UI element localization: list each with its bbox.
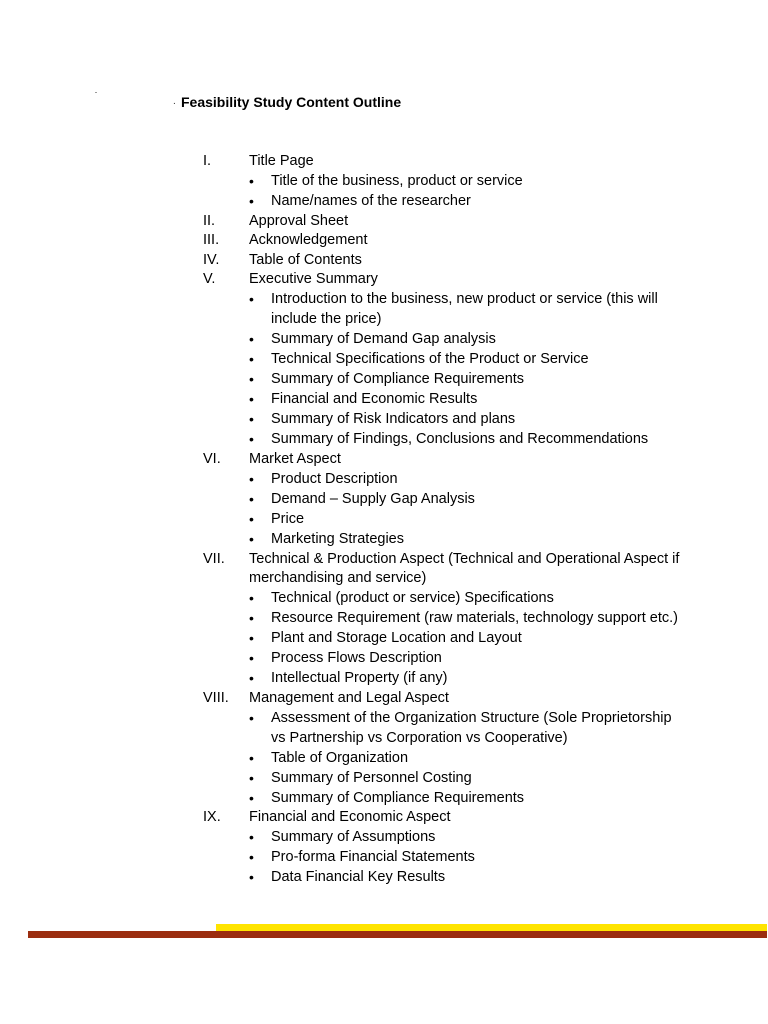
list-item: • Process Flows Description bbox=[249, 649, 689, 669]
section-body bbox=[249, 251, 689, 271]
list-item: • Summary of Compliance Requirements bbox=[249, 370, 689, 390]
list-item: • Introduction to the business, new product or service (this will include the price) bbox=[249, 290, 689, 329]
section-numeral: IX. bbox=[203, 809, 221, 826]
section-body bbox=[249, 689, 689, 808]
footer-yellow-bar bbox=[216, 924, 767, 931]
list-item: • Demand – Supply Gap Analysis bbox=[249, 490, 689, 510]
list-item: • Table of Organization bbox=[249, 749, 689, 769]
list-item: • Data Financial Key Results bbox=[249, 868, 689, 888]
list-item: • Intellectual Property (if any) bbox=[249, 669, 689, 689]
list-item: • Name/names of the researcher bbox=[249, 192, 689, 212]
list-item: • Technical (product or service) Specifications bbox=[249, 589, 689, 609]
content-outline bbox=[0, 152, 768, 888]
outline-section bbox=[0, 450, 768, 550]
title-prefix: . bbox=[173, 96, 176, 107]
outline-section bbox=[0, 251, 768, 271]
section-body bbox=[249, 808, 689, 888]
list-item: • Financial and Economic Results bbox=[249, 390, 689, 410]
outline-section bbox=[0, 808, 768, 888]
outline-section bbox=[0, 270, 768, 449]
section-numeral: V. bbox=[203, 271, 216, 288]
list-item: • Summary of Risk Indicators and plans bbox=[249, 410, 689, 430]
section-numeral: VI. bbox=[203, 450, 221, 467]
section-numeral: VIII. bbox=[203, 689, 229, 706]
section-numeral: IV. bbox=[203, 251, 220, 268]
list-item: • Summary of Compliance Requirements bbox=[249, 789, 689, 809]
outline-section bbox=[0, 550, 768, 689]
section-title: Executive Summary bbox=[249, 271, 378, 288]
section-body bbox=[249, 231, 689, 251]
list-item: • Assessment of the Organization Structure (Sole Proprietorship vs Partnership vs Corporation vs Cooperative) bbox=[249, 709, 689, 748]
section-title: Acknowledgement bbox=[249, 232, 368, 249]
list-item: • Marketing Strategies bbox=[249, 530, 689, 550]
bullet-list bbox=[249, 709, 689, 808]
stray-mark bbox=[95, 92, 97, 93]
list-item: • Pro-forma Financial Statements bbox=[249, 848, 689, 868]
list-item: • Title of the business, product or service bbox=[249, 172, 689, 192]
list-item: • Price bbox=[249, 510, 689, 530]
section-body bbox=[249, 212, 689, 232]
bullet-list bbox=[249, 828, 689, 888]
outline-section bbox=[0, 231, 768, 251]
section-title: Title Page bbox=[249, 153, 314, 169]
bullet-list bbox=[249, 172, 689, 212]
footer-red-bar bbox=[28, 931, 767, 938]
outline-section bbox=[0, 152, 768, 212]
section-title: Approval Sheet bbox=[249, 212, 349, 229]
section-numeral: III. bbox=[203, 232, 220, 249]
list-item: • Resource Requirement (raw materials, technology support etc.) bbox=[249, 609, 689, 629]
section-title: Table of Contents bbox=[249, 251, 362, 268]
section-title: Management and Legal Aspect bbox=[249, 689, 449, 706]
bullet-list bbox=[249, 290, 689, 449]
list-item: • Summary of Demand Gap analysis bbox=[249, 330, 689, 350]
outline-section bbox=[0, 689, 768, 808]
section-numeral: I. bbox=[203, 153, 212, 169]
section-body bbox=[249, 550, 689, 689]
outline-section bbox=[0, 212, 768, 232]
list-item: • Summary of Findings, Conclusions and Recommendations bbox=[249, 430, 689, 450]
section-title: Technical & Production Aspect (Technical and Operational Aspect if merchandising and service) bbox=[249, 550, 680, 587]
bullet-list bbox=[249, 589, 689, 689]
bullet-list bbox=[249, 470, 689, 550]
list-item: • Summary of Assumptions bbox=[249, 828, 689, 848]
section-title: Market Aspect bbox=[249, 450, 341, 467]
section-numeral: II. bbox=[203, 212, 216, 229]
footer-rule bbox=[28, 924, 767, 940]
section-numeral: VII. bbox=[203, 550, 225, 567]
section-body bbox=[249, 450, 689, 550]
list-item: • Technical Specifications of the Product or Service bbox=[249, 350, 689, 370]
list-item: • Plant and Storage Location and Layout bbox=[249, 629, 689, 649]
list-item: • Summary of Personnel Costing bbox=[249, 769, 689, 789]
section-body bbox=[249, 152, 689, 212]
section-title: Financial and Economic Aspect bbox=[249, 809, 451, 826]
page-title: Feasibility Study Content Outline bbox=[181, 94, 402, 110]
section-body bbox=[249, 270, 689, 449]
list-item: • Product Description bbox=[249, 470, 689, 490]
